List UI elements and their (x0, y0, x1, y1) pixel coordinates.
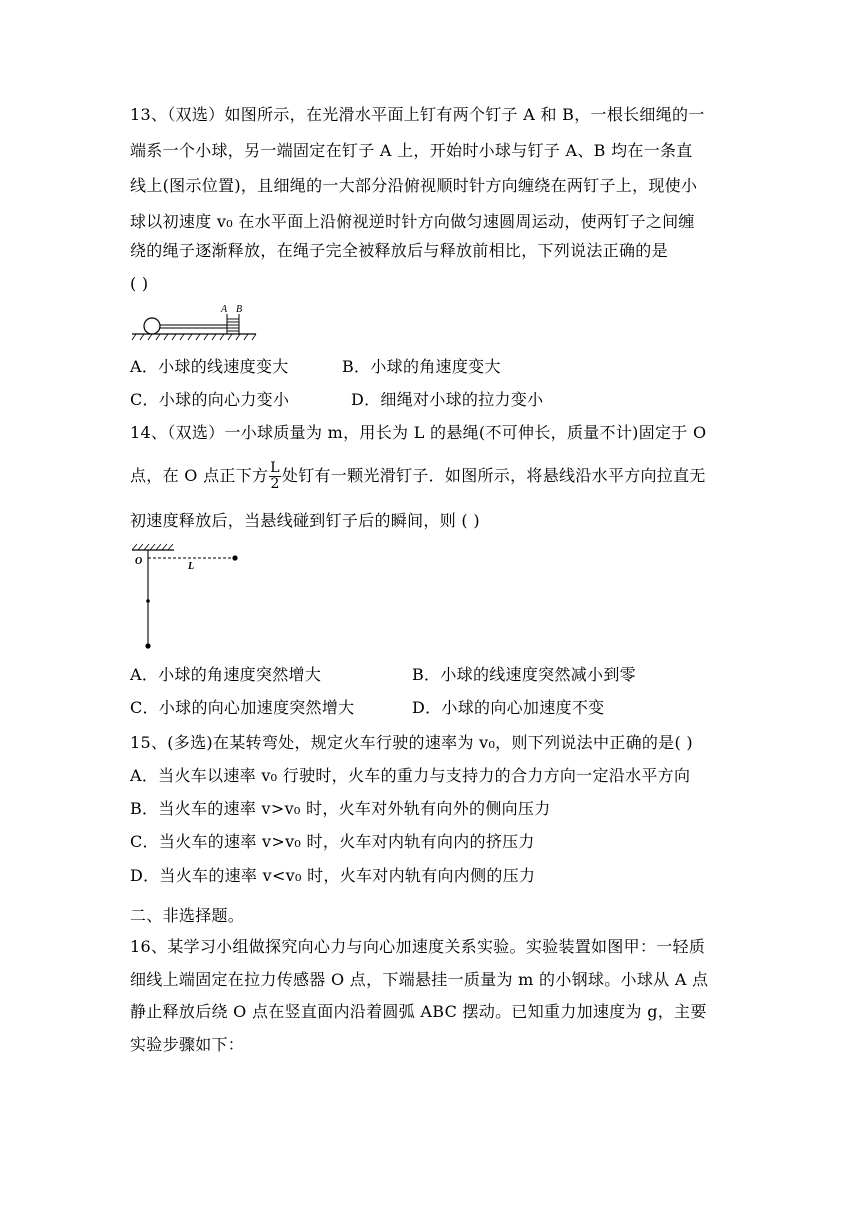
section-2-title: 二、非选择题。 (130, 906, 245, 925)
q16-line-3: 静止释放后绕 O 点在竖直面内沿着圆弧 ABC 摆动。已知重力加速度为 g，主要 (130, 1002, 707, 1021)
q15-option-c: C．当火车的速率 v>v₀ 时，火车对内轨有向内的挤压力 (130, 832, 535, 851)
q14-option-d: D．小球的向心加速度不变 (412, 698, 605, 717)
q14-line-2 (130, 459, 706, 493)
nail-icon (146, 599, 150, 603)
fraction-denominator: 2 (270, 476, 280, 492)
q13-option-c: C．小球的向心力变小 (130, 390, 290, 409)
q13-option-d: D．细绳对小球的拉力变小 (351, 390, 544, 409)
q13-figure (130, 300, 260, 344)
q13-line-5: 绕的绳子逐渐释放，在绳子完全被释放后与释放前相比，下列说法正确的是 (130, 241, 668, 260)
q13-line-6: ( ) (130, 274, 149, 293)
q14-option-b: B．小球的线速度突然减小到零 (412, 665, 636, 684)
q16-line-4: 实验步骤如下： (130, 1035, 245, 1054)
q15-option-d: D．当火车的速率 v<v₀ 时，火车对内轨有向内侧的压力 (130, 866, 536, 885)
q16-line-1: 16、某学习小组做探究向心力与向心加速度关系实验。实验装置如图甲：一轻质 (130, 937, 706, 956)
fraction-numerator: L (270, 460, 280, 476)
point-o-label: O (135, 556, 143, 567)
q13-option-a: A．小球的线速度变大 (130, 357, 289, 376)
q14-line-2-post: 处钉有一颗光滑钉子．如图所示，将悬线沿水平方向拉直无 (281, 466, 706, 485)
q16-line-2: 细线上端固定在拉力传感器 O 点，下端悬挂一质量为 m 的小钢球。小球从 A 点 (130, 970, 709, 989)
ball-icon (144, 318, 160, 334)
fraction-l-over-2 (269, 461, 281, 492)
q13-line-2: 端系一个小球，另一端固定在钉子 A 上，开始时小球与钉子 A、B 均在一条直 (130, 141, 693, 160)
q14-line-2-pre: 点，在 O 点正下方 (130, 466, 269, 485)
nail-b-label: B (236, 304, 243, 315)
nail-a-label: A (221, 304, 228, 315)
q13-line-3: 线上(图示位置)，且细绳的一大部分沿俯视顺时针方向缠绕在两钉子上，现使小 (130, 176, 698, 195)
q14-option-c: C．小球的向心加速度突然增大 (130, 698, 355, 717)
ball-start-icon (232, 555, 237, 560)
ball-bottom-icon (145, 643, 150, 648)
q14-line-1: 14、（双选）一小球质量为 m，用长为 L 的悬绳(不可伸长，质量不计)固定于 O (130, 423, 707, 442)
q15-stem: 15、(多选)在某转弯处，规定火车行驶的速率为 v₀，则下列说法中正确的是( ) (130, 733, 693, 752)
q15-option-b: B．当火车的速率 v>v₀ 时，火车对外轨有向外的侧向压力 (130, 799, 551, 818)
q14-line-3: 初速度释放后，当悬线碰到钉子后的瞬间，则 ( ) (130, 511, 480, 530)
q15-option-a: A．当火车以速率 v₀ 行驶时，火车的重力与支持力的合力方向一定沿水平方向 (130, 766, 691, 785)
q13-option-b: B．小球的角速度变大 (342, 357, 501, 376)
q14-figure (128, 540, 248, 652)
q13-line-1: 13、（双选）如图所示，在光滑水平面上钉有两个钉子 A 和 B，一根长细绳的一 (130, 105, 705, 124)
q13-line-4: 球以初速度 v₀ 在水平面上沿俯视逆时针方向做匀速圆周运动，使两钉子之间缠 (130, 212, 695, 231)
q14-option-a: A．小球的角速度突然增大 (130, 665, 322, 684)
length-l-label: L (188, 561, 195, 572)
